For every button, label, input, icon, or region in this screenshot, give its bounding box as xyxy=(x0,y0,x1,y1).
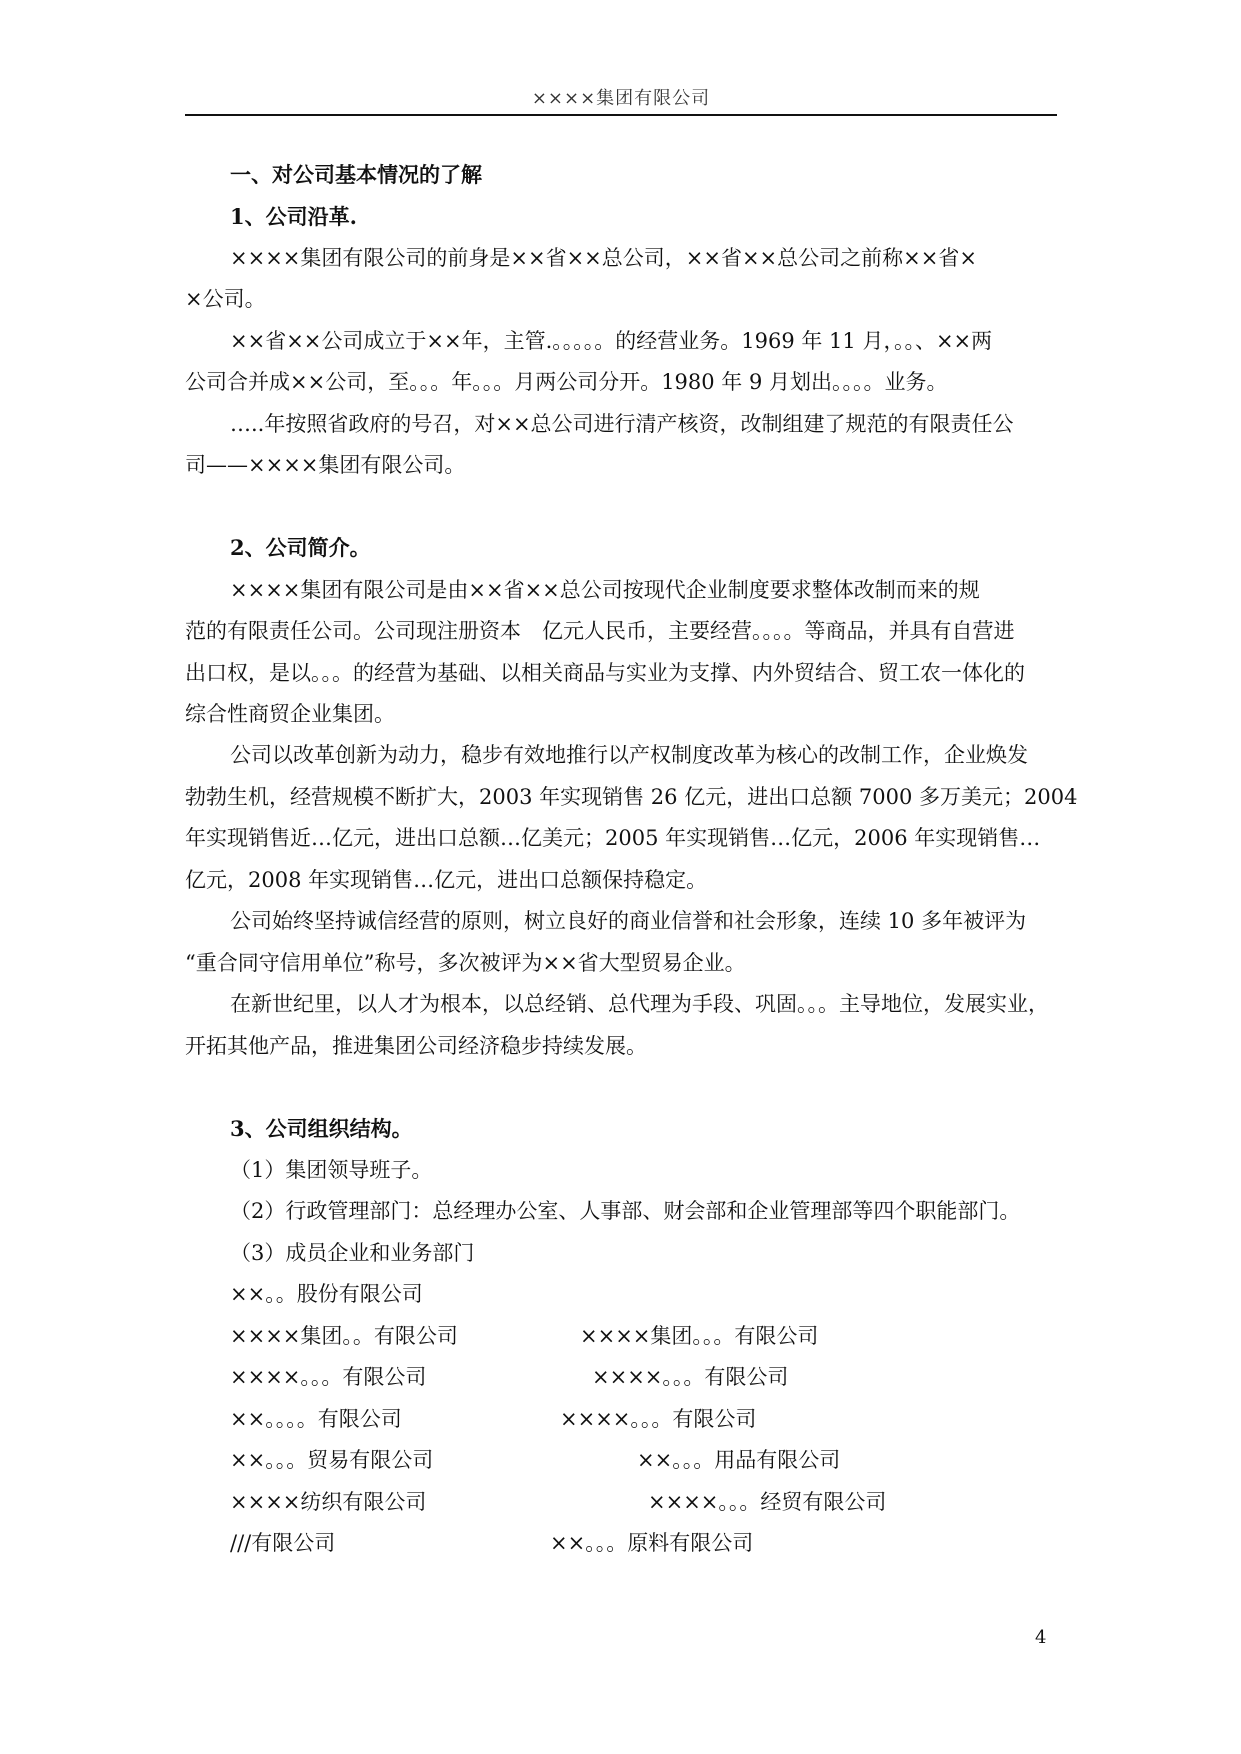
page-number: 4 xyxy=(1035,1627,1047,1648)
subsection-heading-profile: 2、公司简介。 xyxy=(230,535,371,560)
paragraph-line: 亿元，2008 年实现销售…亿元，进出口总额保持稳定。 xyxy=(185,868,708,892)
company-name: ××。。。贸易有限公司 xyxy=(230,1448,434,1472)
subsection-heading-structure: 3、公司组织结构。 xyxy=(230,1116,413,1141)
company-name: ××××纺织有限公司 xyxy=(230,1490,427,1514)
paragraph-line: 出口权，是以。。。的经营为基础、以相关商品与实业为支撑、内外贸结合、贸工农一体化的 xyxy=(185,661,1025,685)
paragraph-line: 公司以改革创新为动力，稳步有效地推行以产权制度改革为核心的改制工作，企业焕发 xyxy=(230,743,1028,767)
paragraph-line: ××××集团有限公司的前身是××省××总公司，××省××总公司之前称××省× xyxy=(230,246,977,270)
company-name: ××××。。。有限公司 xyxy=(592,1365,789,1389)
paragraph-line: 公司始终坚持诚信经营的原则，树立良好的商业信誉和社会形象，连续 10 多年被评为 xyxy=(230,909,1027,933)
company-name: ××××集团。。有限公司 xyxy=(230,1324,458,1348)
subsection-heading-history: 1、公司沿革. xyxy=(230,204,357,229)
paragraph-line: 年实现销售近…亿元，进出口总额…亿美元；2005 年实现销售…亿元，2006 年实现销售… xyxy=(185,826,1041,850)
company-name: ///有限公司 xyxy=(230,1531,336,1555)
paragraph-line: 司——××××集团有限公司。 xyxy=(185,453,466,477)
paragraph-line: …..年按照省政府的号召，对××总公司进行清产核资，改制组建了规范的有限责任公 xyxy=(230,412,1014,436)
paragraph-line: “重合同守信用单位”称号，多次被评为××省大型贸易企业。 xyxy=(185,951,746,975)
section-heading: 一、对公司基本情况的了解 xyxy=(230,162,482,187)
company-name: ××××集团。。。有限公司 xyxy=(580,1324,819,1348)
company-name: ××××。。。有限公司 xyxy=(230,1365,427,1389)
header-divider xyxy=(185,114,1057,116)
page-header: ××××集团有限公司 xyxy=(531,88,711,109)
structure-item: （3）成员企业和业务部门 xyxy=(230,1241,475,1265)
company-name: ××。。。原料有限公司 xyxy=(550,1531,754,1555)
company-name: ××××。。。经贸有限公司 xyxy=(648,1490,887,1514)
paragraph-line: ××省××公司成立于××年，主管.。。。。。的经营业务。1969 年 11 月，。。、××两 xyxy=(230,329,993,353)
company-name: ××。。。用品有限公司 xyxy=(637,1448,841,1472)
paragraph-line: 公司合并成××公司，至。。。年。。。月两公司分开。1980 年 9 月划出。。。。业务。 xyxy=(185,370,948,394)
paragraph-line: ××××集团有限公司是由××省××总公司按现代企业制度要求整体改制而来的规 xyxy=(230,578,980,602)
paragraph-line: 开拓其他产品，推进集团公司经济稳步持续发展。 xyxy=(185,1034,647,1058)
paragraph-line: 范的有限责任公司。公司现注册资本 亿元人民币，主要经营。。。。等商品，并具有自营进 xyxy=(185,619,1015,643)
paragraph-line: 在新世纪里，以人才为根本，以总经销、总代理为手段、巩固。。。主导地位，发展实业， xyxy=(230,992,1049,1016)
paragraph-line: 综合性商贸企业集团。 xyxy=(185,702,395,726)
company-name: ××××。。。有限公司 xyxy=(560,1407,757,1431)
paragraph-line: ×公司。 xyxy=(185,287,266,311)
company-name: ××。。。。有限公司 xyxy=(230,1407,402,1431)
paragraph-line: 勃勃生机，经营规模不断扩大，2003 年实现销售 26 亿元，进出口总额 7000 多万美元；2004 xyxy=(185,785,1078,809)
company-name: ××。。股份有限公司 xyxy=(230,1282,423,1306)
structure-item: （1）集团领导班子。 xyxy=(230,1158,433,1182)
structure-item: （2）行政管理部门：总经理办公室、人事部、财会部和企业管理部等四个职能部门。 xyxy=(230,1199,1021,1223)
